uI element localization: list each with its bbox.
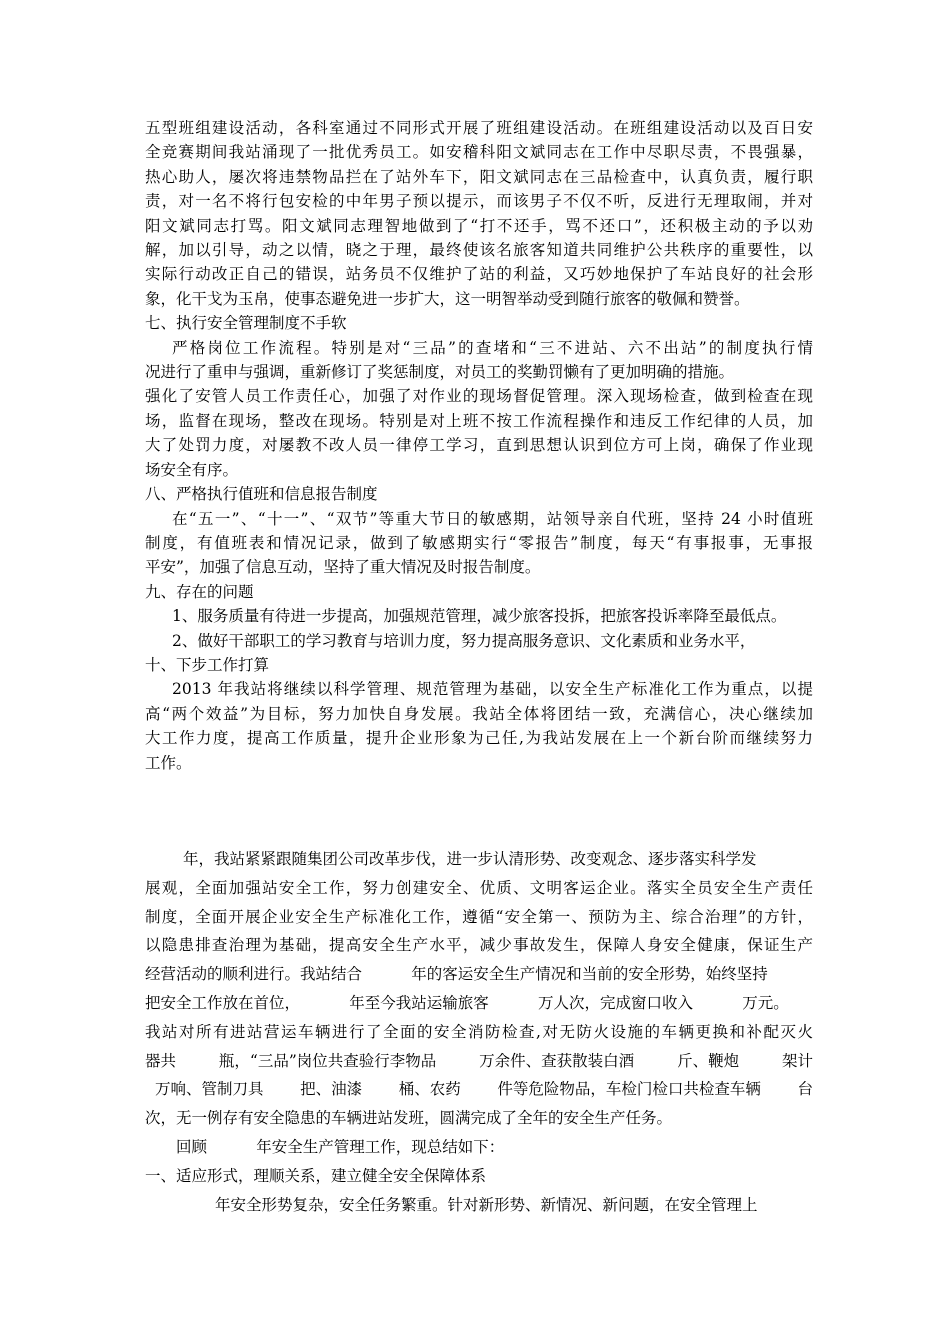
paragraph-line: 把安全工作放在首位， 年至今我站运输旅客 万人次，完成窗口收入 万元。 [145,993,789,1012]
paragraph-line: 实际行动改正自己的错误，站务员不仅维护了站的利益，又巧妙地保护了车站良好的社会形 [145,265,813,284]
line-part: 把、油漆 [300,1080,363,1099]
paragraph-line: 展观，全面加强站安全工作，努力创建安全、优质、文明客运企业。落实全员安全生产责任 [145,878,813,897]
line-part: 斤、鞭炮 [677,1051,740,1070]
line-part: 器共 [145,1051,177,1070]
paragraph-line: 场安全有序。 [145,460,239,479]
paragraph-line: 况进行了重申与强调，重新修订了奖惩制度，对员工的奖勤罚懒有了更加明确的措施。 [145,363,735,382]
paragraph-line: 高“两个效益”为目标，努力加快自身发展。我站全体将团结一致，充满信心，决心继续加 [145,704,813,723]
paragraph-line: 大了处罚力度，对屡教不改人员一律停工学习，直到思想认识到位方可上岗，确保了作业现 [145,436,813,455]
paragraph-line: 全竞赛期间我站涌现了一批优秀员工。如安稽科阳文斌同志在工作中尽职尽责，不畏强暴， [145,143,813,162]
review-line: 回顾 年安全生产管理工作，现总结如下： [176,1137,505,1156]
section-heading-9: 九、存在的问题 [145,582,254,601]
section-heading-7: 七、执行安全管理制度不手软 [145,314,347,333]
issue-item-1: 1、服务质量有待进一步提高，加强规范管理，减少旅客投拆，把旅客投诉率降至最低点。 [172,607,787,626]
paragraph-line: 平安”，加强了信息互动，坚持了重大情况及时报告制度。 [145,558,541,577]
line-part: 台 [797,1080,813,1099]
line-part: 件等危险物品，车检门检口共检查车辆 [497,1080,761,1099]
line-part: 桶、农药 [398,1080,461,1099]
paragraph-line: 大工作力度，提高工作质量，提升企业形象为己任,为我站发展在上一个新台阶而继续努力 [145,729,813,748]
paragraph-line: 年安全形势复杂，安全任务繁重。针对新形势、新情况、新问题，在安全管理上 [215,1195,758,1214]
paragraph-line: 工作。 [145,753,192,772]
paragraph-line: 2013 年我站将继续以科学管理、规范管理为基础，以安全生产标准化工作为重点，以提 [172,680,813,699]
line-part: 万响、管制刀具 [155,1080,264,1099]
paragraph-line: 在“五一”、“十一”、“双节”等重大节日的敏感期，站领导亲自代班，坚持 24 小时值班 [172,509,813,528]
paragraph-line: 年，我站紧紧跟随集团公司改革步伐，进一步认清形势、改变观念、逐步落实科学发 [183,850,757,868]
section-heading-1: 一、适应形式，理顺关系，建立健全安全保障体系 [145,1166,487,1185]
text-block-top [145,116,813,775]
section-heading-10: 十、下步工作打算 [145,655,270,674]
paragraph-line: 以隐患排查治理为基础，提高安全生产水平，减少事故发生，保障人身安全健康，保证生产 [145,936,813,955]
paragraph-line: 强化了安管人员工作责任心，加强了对作业的现场督促管理。深入现场检查，做到检查在现 [145,387,813,406]
paragraph-line: 严格岗位工作流程。特别是对“三品”的查堵和“三不进站、六不出站”的制度执行情 [172,338,813,357]
paragraph-line: 制度，有值班表和情况记录，做到了敏感期实行“零报告”制度，每天“有事报事，无事报 [145,533,813,552]
paragraph-line: 经营活动的顺利进行。我站结合 年的客运安全生产情况和当前的安全形势，始终坚持 [145,965,768,984]
paragraph-line: 象，化干戈为玉帛，使事态避免进一步扩大，这一明智举动受到随行旅客的敬佩和赞誉。 [145,289,750,308]
line-part: 架计 [781,1051,813,1070]
paragraph-line: 我站对所有进站营运车辆进行了全面的安全消防检查,对无防火设施的车辆更换和补配灭火 [145,1022,813,1041]
issue-item-2: 2、做好干部职工的学习教育与培训力度，努力提高服务意识、文化素质和业务水平， [172,631,756,650]
paragraph-line [145,1047,813,1076]
paragraph-line: 解，加以引导，动之以情，晓之于理，最终使该名旅客知道共同维护公共秩序的重要性，以 [145,241,813,260]
paragraph-line: 制度，全面开展企业安全生产标准化工作，遵循“安全第一、预防为主、综合治理”的方针， [145,907,813,926]
paragraph-line: 五型班组建设活动，各科室通过不同形式开展了班组建设活动。在班组建设活动以及百日安 [145,119,813,137]
paragraph-line: 次，无一例存有安全隐患的车辆进站发班，圆满完成了全年的安全生产任务。 [145,1109,673,1128]
paragraph-line: 责，对一名不将行包安检的中年男子预以提示，而该男子不仅不听，反进行无理取闹，并对 [145,192,813,211]
paragraph-line: 热心助人，屡次将违禁物品拦在了站外车下，阳文斌同志在三品检查中，认真负责，履行职 [145,167,813,186]
paragraph-line: 场，监督在现场，整改在现场。特别是对上班不按工作流程操作和违反工作纪律的人员，加 [145,411,813,430]
section-heading-8: 八、严格执行值班和信息报告制度 [145,485,378,504]
line-part: 万余件、查获散装白酒 [479,1051,635,1070]
paragraph-line: 阳文斌同志打骂。阳文斌同志理智地做到了“打不还手，骂不还口”，还积极主动的予以劝 [145,216,813,235]
text-block-bottom [145,845,813,1219]
line-part: 瓶，“三品”岗位共查验行李物品 [218,1051,437,1070]
paragraph-line [145,1075,813,1104]
